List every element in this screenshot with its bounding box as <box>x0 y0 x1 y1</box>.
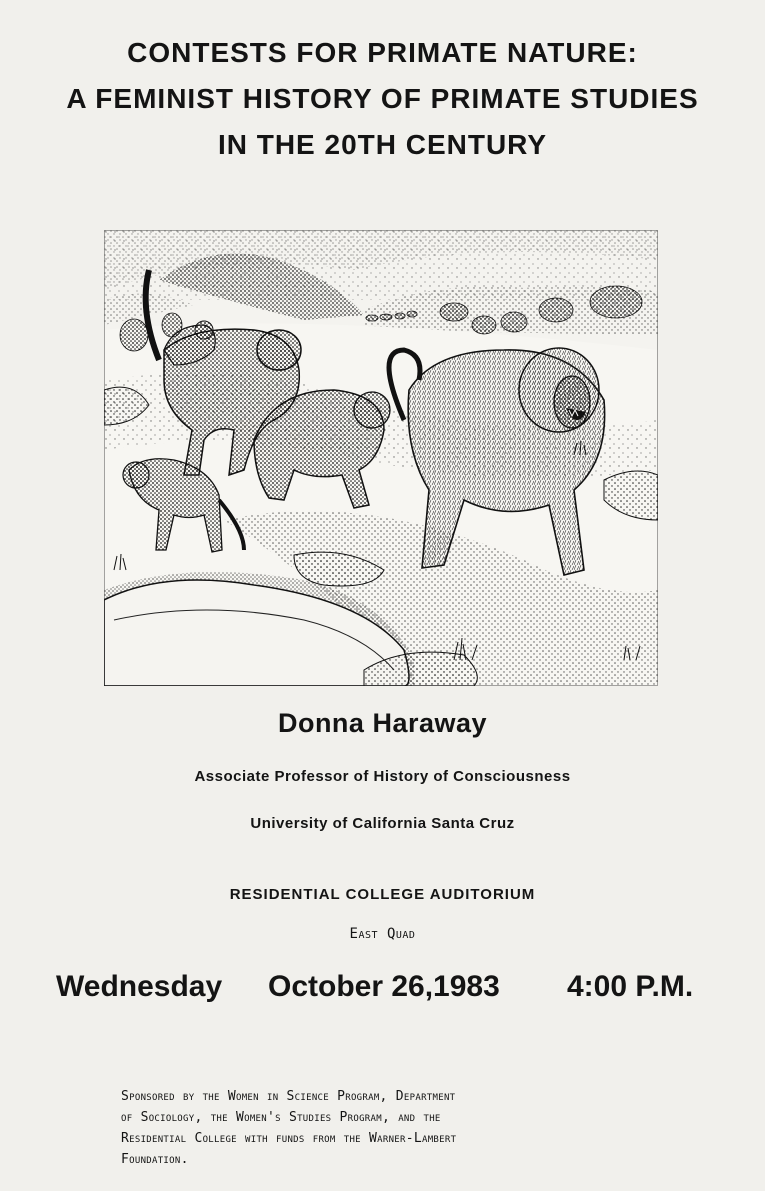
sponsors-line-4: Foundation. <box>121 1152 189 1167</box>
sponsors-line-2: of Sociology, the Women's Studies Program, and the <box>121 1110 441 1125</box>
sponsors-note <box>121 1086 681 1170</box>
event-date: October 26,1983 <box>268 970 500 1003</box>
sponsors-line-1: Sponsored by the Women in Science Program, Department <box>121 1089 456 1104</box>
baboon-troop-illustration <box>104 230 658 686</box>
event-time: 4:00 P.M. <box>567 970 694 1003</box>
poster-title <box>0 30 765 168</box>
title-line-2: A FEMINIST HISTORY OF PRIMATE STUDIES <box>66 83 699 114</box>
speaker-name: Donna Haraway <box>277 708 488 738</box>
event-weekday: Wednesday <box>56 970 223 1003</box>
title-line-1: CONTESTS FOR PRIMATE NATURE: <box>127 37 638 68</box>
sponsors-line-3: Residential College with funds from the Warner-Lambert <box>121 1131 457 1146</box>
speaker-position: Associate Professor of History of Consciousness <box>194 768 571 785</box>
venue-location: East Quad <box>349 926 416 942</box>
event-datetime <box>56 970 726 1010</box>
speaker-institution: University of California Santa Cruz <box>250 815 515 832</box>
venue-name: RESIDENTIAL COLLEGE AUDITORIUM <box>229 886 536 903</box>
title-line-3: IN THE 20TH CENTURY <box>217 129 548 160</box>
